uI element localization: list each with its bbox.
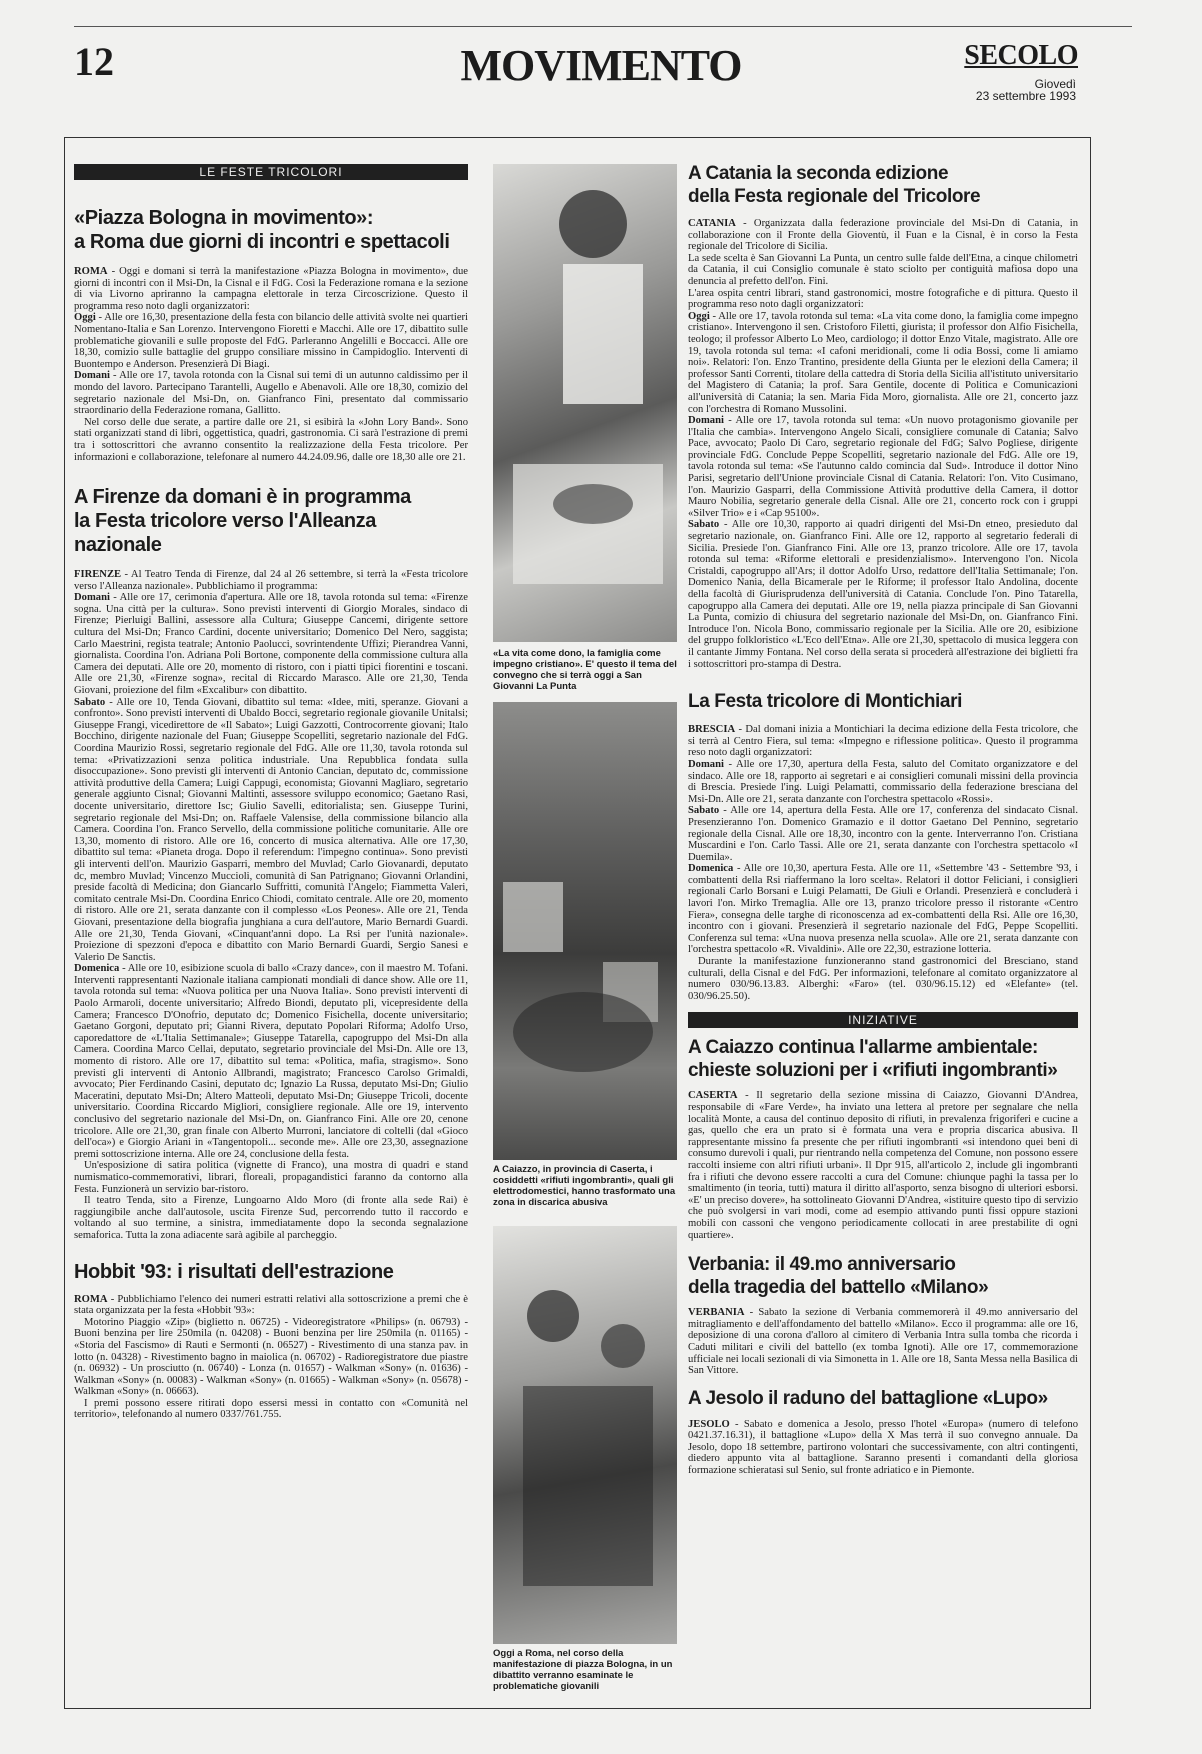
dateline: BRESCIA [688, 724, 736, 736]
caption-photo3: Oggi a Roma, nel corso della manifestazione di piazza Bologna, in un dibattito verranno esaminate le problematiche giovanili [493, 1648, 673, 1692]
paragraph: Sabato - Alle ore 10,30, rapporto ai quadri dirigenti del Msi-Dn etneo, presieduto dal segretario nazionale, on. Gianfranco Fini. Alle ore 12, rapporto al segretario federali di Sicilia. Presiede l'on. Gianfranco Fini. Alle ore 13, pranzo tricolore. Alle ore 17, tavola rotonda sul tema: «Riforme elettorali e presidenzialismo». Intervengono l'on. Nicola Cristaldi, capogruppo all'Ars; il dottor Adolfo Urso, redattore dell'Italia Settimanale; l'on. Domenico Nania, della Bicamerale per le Riforme; il professor Italo Andolina, docente della facoltà di Giurisprudenza dell'università di Catania. Conclude l'on. Pino Tatarella, capogruppo alla Camera dei deputati. Alle ore 19, nella piazza principale di San Giovanni La Punta, comizio di chiusura del segretario nazionale del Msi-Dn, on. Gianfranco Fini. Introduce l'on. Nicola Bono, commissario regionale per la Sicilia. Alle ore 20, esibizione del gruppo folkloristico «L'Eco dell'Etna». Alle ore 21,30, spettacolo di musica leggera con il cantante Jimmy Fontana. Nel corso della serata si procederà all'estrazione dei biglietti fra i sottoscrittori pro-stampa di Destra. [688, 519, 1078, 670]
article-verbania [688, 1253, 1078, 1377]
article-hobbit [74, 1260, 468, 1422]
headline-caiazzo [688, 1036, 1078, 1082]
headline-bologna [74, 206, 468, 254]
kicker-feste-tricolori: LE FESTE TRICOLORI [74, 164, 468, 180]
article-body [688, 1307, 1078, 1377]
page-number: 12 [74, 39, 114, 84]
article-jesolo [688, 1387, 1078, 1477]
photo-rome-youth-art [493, 1226, 677, 1644]
issue-date [976, 78, 1076, 102]
top-rule [74, 26, 1132, 27]
paragraph: JESOLO - Sabato e domenica a Jesolo, presso l'hotel «Europa» (numero di telefono 0421.37.16.31), il battaglione «Lupo» della X Mas terrà il suo convegno annuale. Da Jesolo, dopo 18 settembre, partirono volontari che successivamente, con altri contingenti, diedero appunto vita al battaglione. Saranno presenti i comandanti della gloriosa formazione schieratasi sul Senio, sul fronte adriatico e in Piemonte. [688, 1418, 1078, 1477]
headline-montichiari: La Festa tricolore di Montichiari [688, 691, 962, 713]
headline-firenze-line1: A Firenze da domani è in programma [74, 486, 411, 509]
paragraph: L'area ospita centri librari, stand gastronomici, mostre fotografiche e di pittura. Questo il programma reso noto dagli organizzatori: [688, 287, 1078, 311]
dateline: JESOLO [688, 1418, 730, 1430]
dateline: ROMA [74, 266, 108, 277]
dateline: FIRENZE [74, 569, 122, 581]
paragraph: Domenica - Alle ore 10,30, apertura Festa. Alle ore 11, «Settembre '43 - Settembre '93, i combattenti della Rsi riaffermano la loro scelta». Relatori il dottor Feliciani, i consiglieri regionali Carlo Borsani e Luigi Pelamatti, De Giuli e Orlandi. Presenzierà e concluderà i lavori l'on. Mirko Tremaglia. Alle ore 13, pranzo tricolore presso il ristorante «Centro Fiera», consegna delle targhe di riconoscenza ad ex-combattenti della Rsi. Alle ore 16,30, incontro con i giovani. Presenzierà il segretario nazionale del FdG, Peppe Scopelliti. Conferenza sul tema: «Una nuova presenza nella scuola». Alle ore 21, serata danzante con l'orchestra spettacolo «R. Vivaldini». Alle ore 22,30, estrazione lotteria. [688, 863, 1078, 956]
dateline: VERBANIA [688, 1307, 745, 1319]
paragraph: La sede scelta è San Giovanni La Punta, un centro sulle falde dell'Etna, a cinque chilometri da Catania, il cui Consiglio comunale è stato sciolto per contiguità mafiosa dopo una denuncia al prefetto dell'on. Fini. [688, 252, 1078, 287]
paragraph: Un'esposizione di satira politica (vignette di Franco), una mostra di quadri e stand numismatico-commemorativi, librari, floreali, propagandistici faranno da contorno alla Festa. Funzionerà un servizio bar-ristoro. [74, 1160, 468, 1195]
headline-firenze-line2: la Festa tricolore verso l'Alleanza nazionale [74, 510, 376, 557]
paragraph: ROMA - Pubblichiamo l'elenco dei numeri estratti relativi alla sottoscrizione a premi che è stata organizzata per la festa «Hobbit '93»: [74, 1293, 468, 1317]
article-body [74, 569, 468, 1241]
headline-bologna-line2: a Roma due giorni di incontri e spettacoli [74, 231, 450, 253]
newspaper-brand: SECOLO [964, 40, 1078, 71]
headline-catania-line2: della Festa regionale del Tricolore [688, 186, 981, 207]
photo-family-doctor [493, 164, 677, 642]
article-body [74, 266, 468, 463]
article-body [688, 724, 1078, 1002]
headline-verbania-line1: Verbania: il 49.mo anniversario [688, 1254, 956, 1276]
paragraph: Domani - Alle ore 17,30, apertura della Festa, saluto del Comitato organizzatore e del sindaco. Alle ore 18, rapporto ai segretari e ai consiglieri comunali missini della provincia di Brescia. Presiede l'ing. Luigi Pelamatti, commissario della federazione bresciana del Msi-Dn. Alle ore 21, serata danzante con l'orchestra spettacolo «Rossi». [688, 758, 1078, 805]
paragraph: Sabato - Alle ore 10, Tenda Giovani, dibattito sul tema: «Idee, miti, speranze. Giovani a confronto». Sono previsti interventi di Ubaldo Bocci, segretario regionale giovanile Unitalsi; Giuseppe Frangi, vicedirettore de «Il Sabato»; Luigi Gazzotti, Controcorrente giovani; Italo Bocchino, dirigente nazionale del Fuan; Giuseppe Scopelliti, segretario nazionale del FdG. Coordina Maurizio Rossi, segretario regionale del FdG. Alle ore 11,30, tavola rotonda sul tema: «Privatizzazioni senza politica industriale. Una Repubblica fondata sulla disoccupazione». Sono previsti gli interventi di Antonio Cancian, deputato dc, commissione attività produttive della Camera; Luigi Cappugi, economista; Giovanni Magliaro, segretario generale aggiunto Cisnal; Giovanni Maltinti, assessore sviluppo economico; Gaetano Rasi, docente universitario, direttore Isc; Giulio Savelli, editorialista; sen. Giuseppe Turini, segretario regionale del Msi-Dn; on. Raffaele Valensise, della commissione bilancio alla Camera. Coordina l'on. Franco Servello, della commissione politiche comunitarie. Alle ore 13,30, momento di ristoro. Alle ore 16, concerto di musica alternativa. Alle ore 17,30, dibattito sul tema: «Pianeta droga. Dopo il referendum: l'impegno continua». Sono previsti gli interventi dell'on. Maurizio Gasparri, membro del Muvlad; Carlo Giovanardi, deputato dc, membro Muvlad; Vincenzo Muccioli, comunità di San Patrignano; Giovanni Orlandini, preside facoltà di Medicina; don Giancarlo Suffritti, comunità l'Angelo; Fiammetta Valeri, comitato centrale Msi-Dn. Coordina Enrico Chiodi, comitato centrale. Alle ore 20, momento di ristoro. Alle ore 21, serata danzante con il complesso «Los Peones». Alle ore 21, Tenda Giovani, presentazione della biografia junghiana a cura dell'autore, Mario Bernardi Guardi. Alle ore 21,30, Tenda Giovani, «Cinquant'anni dopo. La Rsi per l'unità nazionale». Proiezione di spezzoni d'epoca e dibattito con Mario Bernardi Guardi, Sergio Sanesi e Valerio De Sanctis. [74, 696, 468, 963]
left-column [74, 164, 468, 1704]
paragraph: BRESCIA - Dal domani inizia a Montichiari la decima edizione della Festa tricolore, che si terrà al Centro Fiera, sul tema: «Impegno e riflessione politica». Questo il programma reso noto dagli organizzatori: [688, 724, 1078, 759]
caption-photo2: A Caiazzo, in provincia di Caserta, i cosiddetti «rifiuti ingombranti», quali gli elettrodomestici, hanno trasformato una zona in discarica abusiva [493, 1164, 676, 1208]
headline-bologna-line1: «Piazza Bologna in movimento»: [74, 207, 374, 229]
dateline: ROMA [74, 1293, 108, 1305]
paragraph: VERBANIA - Sabato la sezione di Verbania commemorerà il 49.mo anniversario del mitragliamento e dell'affondamento del battello «Milano». Ecco il programma: alle ore 16, deposizione di una corona d'alloro al cimitero di Verbania Intra sulla tomba che ricorda i Caduti militari e civili del battello (ex tomba Ignoti). Alle ore 17, commemorazione ufficiale nei locali sezionali di via Simonetta in 1. Alle ore 18, Santa Messa nella Basilica di San Vittore. [688, 1307, 1078, 1377]
headline-firenze [74, 485, 468, 557]
photo-rome-youth [493, 1226, 677, 1644]
headline-hobbit: Hobbit '93: i risultati dell'estrazione [74, 1260, 394, 1283]
paragraph: CATANIA - Organizzata dalla federazione provinciale del Msi-Dn di Catania, in collaborazione con il Fronte della Gioventù, il Fuan e la Cisnal, è in corso la Festa regionale del Tricolore di Sicilia. [688, 218, 1078, 253]
headline-catania-line1: A Catania la seconda edizione [688, 163, 949, 184]
paragraph: I premi possono essere ritirati dopo essersi messi in contatto con «Comunità nel territorio», telefonando al numero 0337/761.755. [74, 1397, 468, 1421]
article-firenze [74, 485, 468, 1241]
paragraph: Domani - Alle ore 17, cerimonia d'apertura. Alle ore 18, tavola rotonda sul tema: «Firenze sogna. Una città per la cultura». Sono previsti interventi di Giorgio Morales, sindaco di Firenze; Pierluigi Ballini, assessore alla Cultura; Giuseppe Cancemi, dirigente settore cultura del Msi-Dn; Franco Cardini, docente universitario; Domenico Del Nero, saggista; Carlo Maestrini, regista teatrale; Antonio Paolucci, sovrintendente Uffizi; Pierandrea Vanni, giornalista. Coordina l'on. Adriana Poli Bortone, componente della commissione cultura alla Camera dei deputati. Alle ore 20, momento di ristoro, con i piatti tipici fiorentini e toscani. Alle ore 21,30, «Firenze sogna», recital di Riccardo Marasco. Alle ore 21,30, Tenda Giovani, proiezione del film «Excalibur» con dibattito. [74, 592, 468, 697]
dateline: CASERTA [688, 1090, 738, 1102]
paragraph: Domani - Alle ore 17, tavola rotonda sul tema: «Un nuovo protagonismo giovanile per l'Italia che cambia». Intervengono Angelo Sicali, consigliere comunale di Catania; Salvo Pace, avvocato; Paolo Di Caro, segretario regionale del FdG; Salvo Pogliese, dirigente provinciale FdG. Conclude Peppe Scopelliti, segretario nazionale del FdG. Alle ore 19, tavola rotonda sul tema: «Se l'autunno caldo comincia dal Sud». Introduce il dottor Nino Parisi, segretario dell'Unione provinciale Cisnal di Catania. Relatori: l'on. Vito Cusimano, l'on. Maurizio Gasparri, della Commissione Attività produttive della Camera, il dottor Mauro Nobilia, segretario generale della Cisnal. Alle ore 21, concerto rock con i gruppi «Silver Trio» e i «Cap 95100». [688, 415, 1078, 519]
headline-verbania-line2: della tragedia del battello «Milano» [688, 1277, 989, 1299]
kicker-iniziative: INIZIATIVE [688, 1012, 1078, 1028]
photo-caiazzo-dump [493, 702, 677, 1160]
article-body [688, 218, 1078, 670]
paragraph: CASERTA - Il segretario della sezione missina di Caiazzo, Giovanni D'Andrea, responsabile di «Fare Verde», ha inviato una lettera al pretore per segnalare che nella località Monte, a causa del continuo deposito di rifiuti, in prevalenza frigoriferi e cucine a gas, quello che era un prato si è formata una vera e propria discarica abusiva. Il rappresentante missino fa presente che per rifiuti ingombranti «si intendono quei beni di consumo durevoli i quali, pur rientrando nella competenza del Comune, non possono essere raccolti insieme con altri rifiuti urbani». Il Dpr 915, all'articolo 2, include gli ingombranti fra i rifiuti che devono essere raccolti a cura del Comune: chiunque paghi la tassa per lo smaltimento (in teoria, tutti) matura il diritto all'asporto, senza bisogno di ulteriori esborsi. «E' un preciso dovere», ha sottolineato Giovanni D'Andrea, «istituire questo tipo di servizio che può svolgersi in vari modi, come ad esempio attivando punti fissi oppure stazioni mobili con cassoni che vengono periodicamente collocati in aree prestabilite di ogni quartiere». [688, 1090, 1078, 1241]
paragraph: Oggi - Alle ore 16,30, presentazione della festa con bilancio delle attività svolte nei quartieri Nomentano-Italia e San Lorenzo. Intervengono Fioretti e Macchi. Alle ore 17, dibattito sulle problematiche giovanili e sulle proposte del FdG. Parleranno Angelilli e Boccacci. Alle ore 18,30, comizio sulle battaglie del gruppo consiliare missino in Campidoglio. Interventi di Buontempo e Anderson. Presenzierà Di Biagi. [74, 312, 468, 370]
headline-catania [688, 162, 1078, 208]
paragraph: Durante la manifestazione funzioneranno stand gastronomici del Bresciano, stand culturali, della Cisnal e del FdG. Per informazioni, telefonare al comitato organizzatore al numero 030/96.13.83. Alberghi: «Faro» (tel. 030/96.15.12) ed «Elefante» (tel. 030/96.25.50). [688, 956, 1078, 1002]
article-body [74, 1294, 468, 1422]
article-bologna [74, 206, 468, 463]
paragraph: Domenica - Alle ore 10, esibizione scuola di ballo «Crazy dance», con il maestro M. Tofani. Interventi rappresentanti Nazionale italiana campionati mondiali di dance show. Alle ore 11, tavola rotonda sul tema: «Nuova politica per una Nuova Italia». Sono previsti interventi di Paolo Armaroli, docente universitario; Alfredo Biondi, deputato pli, vicepresidente della Camera; Francesco D'Onofrio, deputato dc; Domenico Fisichella, docente universitario; Gaetano Gorgoni, deputato pri; Gianni Rivera, deputato Popolari Riforma; Adolfo Urso, caporedattore de «L'Italia Settimanale»; Giuseppe Tatarella, capogruppo del Msi-Dn alla Camera. Coordina Marco Cellai, deputato, segretario provinciale del Msi-Dn. Alle ore 13, momento di ristoro. Alle ore 17, dibattito sul tema: «Politica, mafia, stragismo». Sono previsti gli interventi di Antonio Allbrandi, magistrato; Francesco Carolso Grimaldi, avvocato; Pier Ferdinando Casini, deputato dc; Ignazio La Russa, deputato Msi-Dn; Giulio Maceratini, deputato Msi-Dn; Altero Matteoli, deputato Msi-Dn; Giuseppe Tricoli, docente universitario. Coordina Riccardo Migliori, consigliere regionale. Alle ore 19, intervento conclusivo del segretario nazionale del Msi-Dn, on. Gianfranco Fini. Alle ore 20, cenone tricolore. Alle ore 21,30, gran finale con Alberto Murroni, lanciatore di coltelli (dal «Gioco dell'oca») e Giorgio Ariani in «Tangentopoli... seconde me». Alle ore 23,30, assegnazione premi sottoscrizione interna. Alle ore 24, conclusione della festa. [74, 963, 468, 1160]
article-caiazzo [688, 1036, 1078, 1241]
issue-day: Giovedì [1034, 77, 1076, 91]
caption-photo1: «La vita come dono, la famiglia come impegno cristiano». E' questo il tema del convegno che si terrà oggi a San Giovanni La Punta [493, 648, 677, 692]
article-montichiari [688, 690, 1078, 1002]
headline-verbania [688, 1253, 1078, 1299]
headline-caiazzo-line1: A Caiazzo continua l'allarme ambientale: [688, 1037, 1038, 1059]
paragraph: Nel corso delle due serate, a partire dalle ore 21, si esibirà la «John Lory Band». Sono stati organizzati stand di libri, oggettistica, quadri, gastronomia. Ci sarà l'estrazione di premi tra i sottoscrittori che avranno consentito la realizzazione della Festa tricolore. Per informazioni e collaborazione, telefonare al numero 44.24.09.96, dalle ore 18,30 alle ore 21. [74, 416, 468, 463]
paragraph: Domani - Alle ore 17, tavola rotonda con la Cisnal sui temi di un autunno caldissimo per il mondo del lavoro. Partecipano Tarantelli, Augello e Abenavoli. Alle ore 18,30, comizio del segretario nazionale del Msi-Dn, on. Gianfranco Fini, presentato dal commissario straordinario della Federazione romana, Gallitto. [74, 370, 468, 417]
paragraph: Sabato - Alle ore 14, apertura della Festa. Alle ore 17, conferenza del sindacato Cisnal. Presenzieranno l'on. Domenico Gramazio e il dottor Gaetano Del Pennino, segretario regionale della Cisnal. Alle ore 18,30, incontro con la gente. Interverranno l'on. Cristiana Muscardini e l'on. Carlo Tassi. Alle ore 21, serata danzante con l'orchestra spettacolo «I Duemila». [688, 805, 1078, 863]
article-body [688, 1090, 1078, 1241]
headline-caiazzo-line2: chieste soluzioni per i «rifiuti ingombranti» [688, 1060, 1058, 1082]
right-column [688, 162, 1078, 1704]
issue-date-text: 23 settembre 1993 [975, 89, 1076, 103]
article-body [688, 1419, 1078, 1477]
paragraph: FIRENZE - Al Teatro Tenda di Firenze, dal 24 al 26 settembre, si terrà la «Festa tricolore verso l'Alleanza nazionale». Pubblichiamo il programma: [74, 569, 468, 592]
paragraph: ROMA - Oggi e domani si terrà la manifestazione «Piazza Bologna in movimento», due giorni di incontri con il Msi-Dn, la Cisnal e il FdG. Così la Federazione romana e la sezione di via Livorno apriranno la campagna elettorale in terza Circoscrizione. Questo il programma reso noto dagli organizzatori: [74, 266, 468, 312]
paragraph: Motorino Piaggio «Zip» (biglietto n. 06725) - Videoregistratore «Philips» (n. 06793) - Buoni benzina per lire 250mila (n. 04208) - Buoni benzina per lire 250mila (n. 01165) - «Storia del Fascismo» di Rauti e Sermonti (n. 06527) - Rivestimento di una stanza pav. in lotto (n. 04328) - Rivestimento bagno in maiolica (n. 06702) - Radioregistratore due piastre (n. 06932) - Un prosciutto (n. 06740) - Lonza (n. 01657) - Walkman «Sony» (n. 01636) - Walkman «Sony» (n. 00083) - Walkman «Sony» (n. 01665) - Walkman «Sony» (n. 05678) - Walkman «Sony» (n. 06663). [74, 1316, 468, 1398]
paragraph: Il teatro Tenda, sito a Firenze, Lungoarno Aldo Moro (di fronte alla sede Rai) è raggiungibile anche dall'autosole, uscita Firenze Sud, percorrendo tutto il raccordo e voltando al suo termine, a sinistra, immediatamente dopo la seconda segnalazione semaforica. Tutta la zona adiacente sarà agibile al parcheggio. [74, 1195, 468, 1241]
photo-caiazzo-dump-art [493, 702, 677, 1160]
dateline: CATANIA [688, 218, 736, 229]
headline-jesolo: A Jesolo il raduno del battaglione «Lupo» [688, 1387, 1048, 1409]
article-catania [688, 162, 1078, 670]
section-title: MOVIMENTO [460, 41, 742, 90]
photo-family-doctor-art [493, 164, 677, 642]
paragraph: Oggi - Alle ore 17, tavola rotonda sul tema: «La vita come dono, la famiglia come impegno cristiano». Intervengono il sen. Cristoforo Filetti, giurista; il professor don Alfio Fisichella, teologo; il professor Alberto Lo Meo, cardiologo; il dottor Enzo Vitale, magistrato. Alle ore 19, tavola rotonda sul tema: «I cafoni meridionali, come li odia Bossi, come li amiamo noi». Relatori: l'on. Enzo Trantino, presidente della Giunta per le elezioni della Camera; il professor Santi Correnti, titolare della cattedra di Storia della Sicilia all'istituto universitario del Magistero di Catania; la prof. Sara Gentile, docente di Politica e Comunicazioni all'università di Catania; la sen. Maria Fida Moro, giornalista. Alle ore 21, concerto jazz con l'orchestra di Romano Mussolini. [688, 310, 1078, 415]
